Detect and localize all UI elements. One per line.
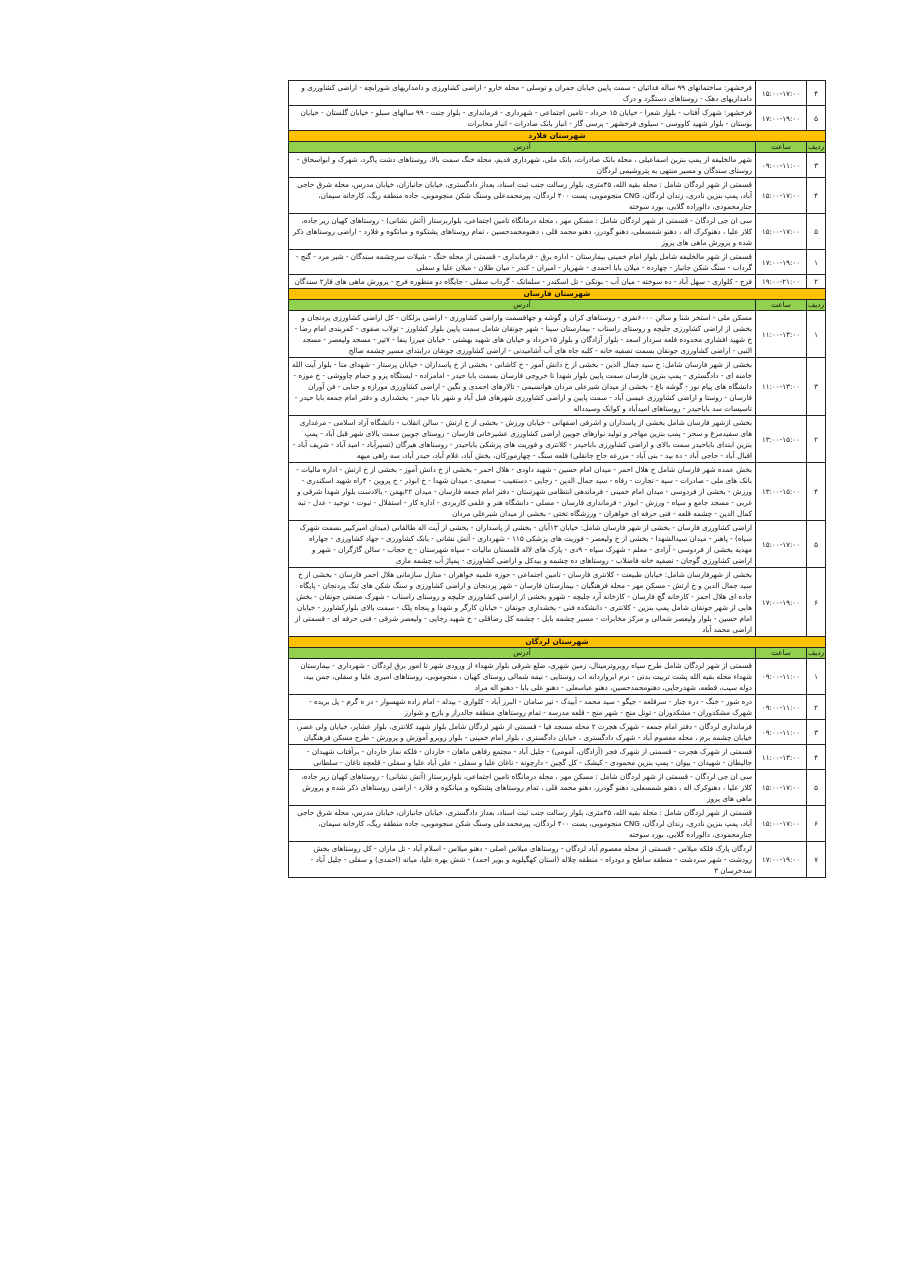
table-row bbox=[289, 416, 826, 463]
row-time: ۱۷:۰۰-۱۹:۰۰ bbox=[756, 106, 807, 131]
row-time: ۱۵:۰۰-۱۷:۰۰ bbox=[756, 178, 807, 214]
row-time: ۱۷:۰۰-۱۹:۰۰ bbox=[756, 250, 807, 275]
header-time: ساعت bbox=[756, 648, 807, 659]
row-time: ۱۳:۰۰-۱۵:۰۰ bbox=[756, 416, 807, 463]
row-index: ۵ bbox=[807, 521, 826, 568]
header-index: ردیف bbox=[807, 142, 825, 151]
row-time: ۱۵:۰۰-۱۷:۰۰ bbox=[756, 214, 807, 250]
row-index: ۴ bbox=[807, 745, 826, 770]
row-address: بخشی از شهر فارسان شامل: خ سید جمال الدین - بخشی از خ دانش آموز - خ کاشانی - بخشی از خ پاسداران - خیابان پرستار - شهدای منا - بلوار آیت الله خامنه ای - دادگستری - پمپ بنزین فارسان سمت پایین بلوار شهدا تا خروجی فارسان بسمت بابا حیدر - امامزاده - ایستگاه پزو و حمام چاووشی - خ موزه - دانشگاه های پیام نور - گوشه باغ - بخشی از میدان شیرعلی مردان هوانسیمی - تالارهای احمدی و نگین - اراضی کشاورزی مورازه و حنایی - فن آوران فارسان - روستا و اراضی کشاورزی عیسی آباد - سمت پایین و اراضی کشاورزی شهرهای قبل آباد و شهر بابا حیدر - بخشداری و دفتر امام جمعه بابا حیدر - تاسیسات سد باباحیدر - روستاهای امیدآباد و کوانک وسیدداله bbox=[289, 358, 756, 416]
row-index: ۵ bbox=[807, 106, 826, 131]
row-index: ۴ bbox=[807, 463, 826, 521]
row-time: ۰۹:۰۰-۱۱:۰۰ bbox=[756, 695, 807, 720]
table-row bbox=[289, 568, 826, 637]
row-time: ۱۷:۰۰-۱۹:۰۰ bbox=[756, 568, 807, 637]
table-row bbox=[289, 842, 826, 878]
row-time: ۱۵:۰۰-۱۷:۰۰ bbox=[756, 806, 807, 842]
row-address: بخشی از شهرفارسان شامل: خیابان طبیعت - کلانتری فارسان - تامین اجتماعی - حوزه علمیه خواهران - منازل سازمانی هلال احمر فارسان - بخشی از خ سید جمال الدین و خ ارتش - مسکن مهر - محله فرهنگیان - بیمارستان فارسان - شهر پردنجان و اراضی کشاورزی و سنگ شکن های تنگ پردنجان - پایگاه جاده ای هلال احمر - کارخانه گچ فارسان - کارخانه آرد جلیچه - شهرو بخشی از اراضی کشاورزی جلیچه و روستای راستاب - شهرک صنعتی جونقان - بخش هایی از شهر جونقان شامل پمپ بنزین - کلانتری - دانشکده فنی - بخشداری جونقان - خیابان کارگر و شهدا و پنجاه پلک - سمت بالای بلوارکشاورز - خیابان امام حسین - بلوار ولیعصر شمالی و مرکز مخابرات - مسیر چشمه بابل - چشمه کل رضاقلی - خ شهید رجایی - ولیعصر شرقی - فنی حرفه ای - قسمتی از اراضی محمد آباد bbox=[289, 568, 756, 637]
row-index: ۵ bbox=[807, 214, 826, 250]
row-index: ۵ bbox=[807, 770, 826, 806]
row-address: فرمانداری لردگان - دفتر امام جمعه - شهرک هجرت ۲ محله مسجد فیا - قسمتی از شهر لردگان شامل بلوار شهید کلانتری، بلوار عشایر، خیابان ولی عصر، خیابان چشمه برم ، محله معصوم آباد - شهرک دادگستری ، خیابان دادگستری ، بلوار امام خمینی - بلوار روبرو آموزش و پرورش - طرح مسکن فرهنگیان bbox=[289, 720, 756, 745]
row-index: ۶ bbox=[807, 806, 826, 842]
county-title: شهرستان لردگان bbox=[289, 637, 826, 648]
table-row bbox=[289, 250, 826, 275]
row-time: ۰۹:۰۰-۱۱:۰۰ bbox=[756, 659, 807, 695]
table-row bbox=[289, 178, 826, 214]
table-row bbox=[289, 770, 826, 806]
row-address: سی ان جی لردگان - قسمتی از شهر لردگان شامل : مسکن مهر ، محله درمانگاه تامین اجتماعی، بلواربرستار (آتش نشانی) - روستاهای کهیان زیر جاده، کلاز علیا ، دهنوکرک اله ، دهنو شمسعلی، دهنو گودرز، دهنو محمد قلی ، دهنومحمدحسین ، تمام روستاهای پشتکوه و مبانکوه و فلارد - اراضی روستاهای ذکر شده و پرورش ماهی های پروز bbox=[289, 214, 756, 250]
row-index: ۱ bbox=[807, 311, 826, 358]
row-time: ۱۷:۰۰-۱۹:۰۰ bbox=[756, 842, 807, 878]
county-banner bbox=[289, 289, 826, 300]
table-row bbox=[289, 695, 826, 720]
row-address: فرخشهر: ساختمانهای ۹۹ ساله فدائیان - سمت پایین خیابان جمران و توسلی - محله خارو - اراضی کشاورزی و دامداریهای شورابچه - اراضی کشاورزی و دامداریهای دهک - روستاهای دستگرد و درک bbox=[289, 81, 756, 106]
column-header-row bbox=[289, 648, 826, 659]
row-index: ۴ bbox=[807, 81, 826, 106]
row-address: قسمتی از شهر لردگان شامل : محله بقیه الله، ۴۵متری، بلوار رسالت جنب ثبت اسناد، بعداز دادگستری، خیابان جانبازان، خیابان مدرس، محله شرق حاجی آباد، پمپ بنزین نادری، زندان لردگان، CNG منجوموبی، پست ۴۰۰ لردگان، پیرمحمدعلی وسنگ شکن منجوموبی، جاده منطقه ریگ، کارخانه سیمان، جنارمحمودی، دالوراده گلابی، بورد سوخته bbox=[289, 178, 756, 214]
row-time: ۱۱:۰۰-۱۳:۰۰ bbox=[756, 745, 807, 770]
row-address: قسمتی از شهر لردگان شامل طرح سپاه روبروترمینال، زمین شهری، ضلع شرقی بلوار شهداء از ورودی شهر تا امور برق لردگان - شهرداری - بیمارستان شهداء محله بقیه الله پشت تربیت بدنی - نرم ابرواردانه اب روستایی - نیمه شمالی روستای کهیان ، منجوموبی، روستاهای امیری علیا و سفلی، جمن بید، دوله سیب، قطعه، شهدرجایی، دهنومحمدحسین، دهنو عباسعلی - دهنو علی بابا - دهنو اله مراد bbox=[289, 659, 756, 695]
header-time: ساعت bbox=[756, 300, 807, 311]
county-banner bbox=[289, 131, 826, 142]
table-row bbox=[289, 81, 826, 106]
table-row bbox=[289, 463, 826, 521]
row-time: ۱۱:۰۰-۱۳:۰۰ bbox=[756, 311, 807, 358]
row-time: ۱۵:۰۰-۱۷:۰۰ bbox=[756, 521, 807, 568]
row-index: ۲ bbox=[807, 416, 826, 463]
row-address: لردگان پارک فلکه میلاس - قسمتی از محله معصوم آباد لردگان - روستاهای میلاس اصلی - دهنو میلاس - اسلام آباد - تل ماران - کل روستاهای بخش رودشت - شهر سردشت - منطقه ساطح و دودراه - منطقه چلاله (استان کهگیلویه و بویر احمد) - شش بهره علیا، میانه (احمدی) و سفلی - جلیل آباد - سدخرسان ۳ bbox=[289, 842, 756, 878]
row-address: سی ان جی لردگان - قسمتی از شهر لردگان شامل : مسکن مهر ، محله درمانگاه تامین اجتماعی، بلواربرستار (آتش نشانی) - روستاهای کهیان زیر جاده، کلاز علیا ، دهنوکرک اله ، دهنو شمسعلی، دهنو گودرز، دهنو محمد قلی ، تمام روستاهای پشتکوه و مبانکوه و فلارد - اراضی روستاهای ذکر شده و پرورش ماهی های پروز bbox=[289, 770, 756, 806]
table-row bbox=[289, 153, 826, 178]
row-index: ۶ bbox=[807, 568, 826, 637]
row-address: دره شور - خنگ - دره جنار - سرقلعه - جیگو - سید محمد - آبیدک - تیر سامان - البرز آباد - کلواری - بیدله - امام زاده شهسوار - در ه گرم - پل بریده - شهرک مشکدوران - مشکدوران - تونل منج - شهر منج - قلعه مدرسه - تمام روستاهای منطقه جالدراز و بازج و شوارز bbox=[289, 695, 756, 720]
table-row bbox=[289, 745, 826, 770]
header-index: ردیف bbox=[807, 300, 825, 309]
row-address: فرخشهر: شهرک آفتاب - بلوار شعرا - خیابان ۱۵ خرداد - تامین اجتماعی - شهرداری - فرمانداری - بلوار جنت - ۹۹ سالهای سبلو - خیابان گلستان - خیابان بوستان - بلوار شهید کاووسی - سیلوی فرخشهر - پرسی گاز - انبار بانک صادرات - انبار مخابرات bbox=[289, 106, 756, 131]
row-address: مسکن ملی - استخر شنا و سالن ۶۰۰۰نفری - روستاهای کران و گوشه و جهاقسمت واراضی کشاورزی - اراضی بزلکان - کل اراضی کشاورزی پردنجان و بخشی از اراضی کشاورزی جلیچه و روستای راستاب - بیمارستان سینا - شهر جونقان شامل سمت پایین بلوار کشاورز - تولاب صفوی - کمربندی امام رضا - خ شهید افشاری محدوده قلعه سردار اسعد - بلوار آزادگان و بلوار ۱۵خرداد و خیابان های شهید بهشتی - خیابان میرزا ینفا - ۷تیر - مسجد ولیعصر - مسجد النبی - اراضی کشاورزی جونقان بسمت تصفیه خانه - کلبه جاه های آب آشامیدنی - اراضی کشاورزی جونقان درابتدای مسیر چشمه صالح bbox=[289, 311, 756, 358]
table-row bbox=[289, 275, 826, 289]
row-time: ۰۹:۰۰-۱۱:۰۰ bbox=[756, 720, 807, 745]
outage-schedule-table bbox=[288, 80, 826, 878]
header-address: آدرس bbox=[289, 142, 756, 153]
row-index: ۲ bbox=[807, 695, 826, 720]
table-row bbox=[289, 106, 826, 131]
row-index: ۲ bbox=[807, 275, 826, 289]
row-index: ۳ bbox=[807, 153, 826, 178]
row-index: ۱ bbox=[807, 659, 826, 695]
row-time: ۱۹:۰۰-۲۱:۰۰ bbox=[756, 275, 807, 289]
table-row bbox=[289, 214, 826, 250]
row-address: قسمتی از شهرک هجرت - قسمتی از شهرک فجر (آزادگان، آمومی) - جلیل آباد - مجتمع رفاهی ماهان - خاردان - فلکه نماز خاردان - برآفتاب شهیدان - جالیطان - شهیدان - بیوان - پمپ بنزین محمودی - کیشک - کل گچین - دارچونه - ناغان علیا و سفلی - علی آباد علیا و سفلی - قلعچه ناغان - سلطانی bbox=[289, 745, 756, 770]
schedule-sheet bbox=[288, 80, 826, 878]
row-address: بخش عمده شهر فارسان شامل خ هلال احمر - میدان امام حسین - شهید داودی - هلال احمر - بخشی از خ دانش آموز - بخشی از خ ارتش - اداره مالیات - بانک های ملی - صادرات - سپه - تجارت - رفاه - سید جمال الدین - رجایی - دستغیب - سعیدی - میدان شهدا - خ ابوذر - خ پروین - ۴راه شهید اسکندری - ورزش - بخشی از فردوسی - میدان امام خمینی - فرماندهی انتظامی شهرستان - دفتر امام جمعه فارسان - میدان ۲۲بهمن - بالادست بلوار شهدا شرقی و غربی - مسجد جامع و سپاه - ورزش - ابوذر - فرمانداری فارسان - مصلی - دانشگاه هنر و علمی کاربردی - اداره کار - استقلال - ثبوت - توحید - عدل - تبه کمال الدین - چشمه قلعه - فنی حرفه ای خواهران - ورزشگاه تختی - بخشی از میدان شیرعلی مردان bbox=[289, 463, 756, 521]
row-time: ۱۵:۰۰-۱۷:۰۰ bbox=[756, 770, 807, 806]
header-address: آدرس bbox=[289, 300, 756, 311]
row-index: ۳ bbox=[807, 720, 826, 745]
table-row bbox=[289, 521, 826, 568]
row-time: ۱۵:۰۰-۱۷:۰۰ bbox=[756, 81, 807, 106]
row-address: فرج - کلواری - سهل آباد - ده سوخته - میان آب - بونکی - تل اسکندر - سلمانک - گرداب سفلی - جایگاه دو منظوره فرج - پرورش ماهی های قاز۲ سندگان bbox=[289, 275, 756, 289]
row-address: اراضی کشاورزی فارسان - بخشی از شهر فارسان شامل: خیابان ۱۳آبان - بخشی از پاسداران - بخشی از آیت اله طالقانی (میدان امیرکبیر بسمت شهرک سپاه) - پاهنر - میدان سیدالشهدا - بخشی از خ ولیعصر - فوریت های پزشکی ۱۱۵ - شهرداری - آتش نشانی - بانک کشاورزی - جهاد کشاورزی - جهاراه مهدیه بخشی از فردوسی - آزادی - معلم - شهرک سپاه - ۹دی - پارک های لاله قلمستان مالیات - سپاه شهرستان - خ حجاب - سالن گازگران - شهر و اراضی کشاورزی گوجان - تصفیه خانه فاضلاب - روستاهای ده چشمه و بیدکل و اراضی کشاورزی - پمپاژ آب چشمه ماری bbox=[289, 521, 756, 568]
row-index: ۳ bbox=[807, 358, 826, 416]
county-title: شهرستان فارسان bbox=[289, 289, 826, 300]
row-address: قسمتی از شهر لردگان شامل : محله بقیه الله، ۴۵متری، بلوار رسالت جنب ثبت اسناد، بعداز دادگستری، خیابان جانبازان، خیابان مدرس، محله شرق حاجی آباد، پمپ بنزین نادری، زندان لردگان، CNG منجوموبی، پست ۴۰۰ لردگان، پیرمحمدعلی وسنگ شکن منجوموبی، جاده منطقه ریگ، کارخانه سیمان، جنارمحمودی، دالوراده گلابی، بورد سوخته bbox=[289, 806, 756, 842]
row-address: شهر مالخلیفه از پمپ بنزین اسماعیلی ، محله بانک صادرات، بانک ملی، شهرداری قدیم، محله خنگ سمت بالا، روستاهای دشت پاگرد، شهرک و ابواسحاق - روستای سندگان و مسیر منتهی به پتروشیمی لردگان bbox=[289, 153, 756, 178]
row-time: ۱۳:۰۰-۱۵:۰۰ bbox=[756, 463, 807, 521]
table-row bbox=[289, 720, 826, 745]
row-index: ۴ bbox=[807, 178, 826, 214]
table-row bbox=[289, 311, 826, 358]
row-index: ۱ bbox=[807, 250, 826, 275]
row-address: بخشی ازشهر فارسان شامل بخشی از پاسداران و اشرفی اصفهانی - خیابان ورزش - بخشی از خ ارتش - سالن انقلاب - دانشگاه آزاد اسلامی - مرغداری های سفیدمرغ و سحر - پمپ بنزین مهاجر و تولید نوارهای جوبین اراضی کشاورزی عشیرخانی فارسان - روستای جوبین سمت بالای شهر قبل آباد - پمپ بنزین ابتدای باباحیدر سمت بالای و اراضی کشاورزی باباحیدر - کلانتری و فوریت های پزشکی باباحیدر - روستاهای هیرگان (تسیرآباد - امید آباد - شریف آباد - اقبال آباد - حاجی آباد - ده بید - بنی آباد - مزرعه حاج جانقلی) قلعه سنگ - چهارمورکان، بخش آباد، غلام آباد، حیدر آباد، سه راهی میهه bbox=[289, 416, 756, 463]
header-time: ساعت bbox=[756, 142, 807, 153]
header-address: آدرس bbox=[289, 648, 756, 659]
row-time: ۰۹:۰۰-۱۱:۰۰ bbox=[756, 153, 807, 178]
column-header-row bbox=[289, 300, 826, 311]
header-index: ردیف bbox=[807, 648, 825, 657]
county-title: شهرستان فلارد bbox=[289, 131, 826, 142]
row-time: ۱۱:۰۰-۱۳:۰۰ bbox=[756, 358, 807, 416]
schedule-body bbox=[289, 81, 826, 878]
column-header-row bbox=[289, 142, 826, 153]
table-row bbox=[289, 358, 826, 416]
row-index: ۷ bbox=[807, 842, 826, 878]
table-row bbox=[289, 806, 826, 842]
table-row bbox=[289, 659, 826, 695]
row-address: قسمتی از شهر مالخلیفه شامل بلوار امام خمینی بیمارستان - اداره برق - فرمانداری - قسمتی از محله خنگ - شیلات سرچشمه سندگان - شیر مرد - گنج - گرداب - سنگ شکن جانباز - چهارده - میلان بابا احمدی - شهریار - امیران - کندر - میان طلان - میلان علیا و سفلی bbox=[289, 250, 756, 275]
county-banner bbox=[289, 637, 826, 648]
